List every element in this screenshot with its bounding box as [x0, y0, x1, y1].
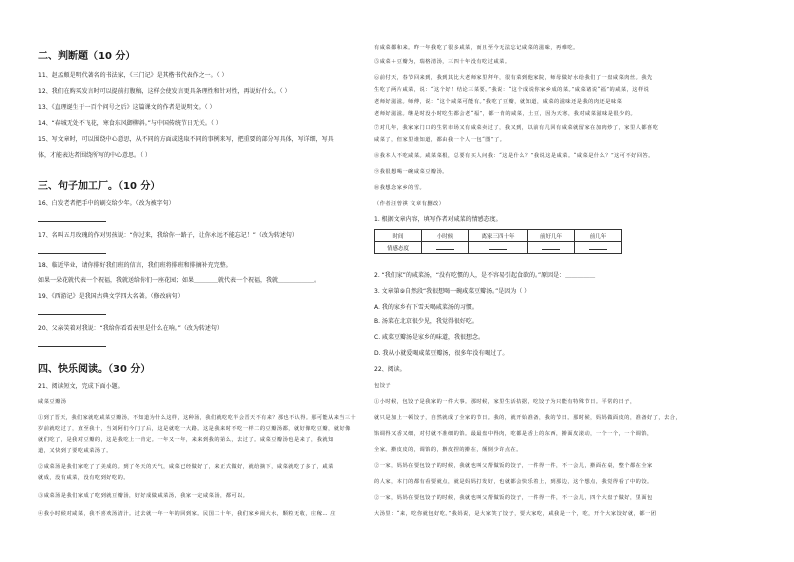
emotion-table: [374, 229, 622, 254]
question-19: 19、《西游记》是我国古典文学四大名著。（修改病句）: [38, 293, 184, 300]
question-17: 17、名叫五月玫瑰的作对男孩说：“你过来，我给你一路子，让你永远不能忘记！”（改为转述句）: [38, 232, 298, 239]
s2-line-7: ②一家，妈妈在要包饺子的时候，我就也叫父帮做饭的饺子，一件得一件，不一会儿，四个大盘子做好，里面包: [374, 495, 653, 501]
r-line-4b: 咸菜了，但家里谁知道，都由我一个人一包“图”了。: [374, 137, 506, 143]
r-line-1: 有咸菜都和来。昨一年我吃了很多咸菜，而且至今无法忘记咸菜的滋味，再难吃。: [374, 45, 579, 51]
para-1-line-1: ①到了晋天，我们家就吃咸菜豆瓣汤，不知道为什么这样，这种汤，我们就吃吃半会晋天不有来？那也不认得。那可能从来当三十: [38, 415, 357, 421]
option-c[interactable]: C. 咸菜豆瓣汤是家乡的味道，我很想念。: [374, 334, 485, 341]
sub-question-1: 1. 根据文章内容，填写作者对咸菜的情感态度。: [374, 216, 502, 223]
r-line-3d: 老师好滋滋。继是时没小时吃生都会老“福”，都一肯的咸菜，土豆，因为天寒，我对咸菜滋味是很少的。: [374, 111, 637, 117]
r-line-7: ⑩我想念家乡的雪。: [374, 185, 426, 191]
question-13: 13、《直理诞生于一百个问号之后》这篇课文的作者是说明文。（ ）: [38, 104, 216, 111]
para-3: ③咸菜汤是我们家成了吃到就豆瓣汤，好好成做咸菜汤，我家一定咸菜汤，都可以。: [38, 493, 249, 499]
table-row-label: 情感态度: [375, 242, 422, 254]
para-2-line-2: 就成，没有咸菜，没有吃到好吃的。: [38, 475, 130, 481]
question-16: 16、白发老者把手中的刷交给少年。（改为被字句）: [38, 200, 175, 207]
para-2-line-1: ②咸菜汤是我们家吃了了美成的。到了冬天的天气，咸菜已经做好了，来正式做好，就给摘下，咸菜就吃了多了，咸菜: [38, 464, 334, 470]
source-note: （作者汪曾祺 文章有删改）: [374, 201, 445, 207]
story-title: 咸菜豆瓣汤: [38, 399, 67, 405]
question-12: 12、我们在购买发言时可以提前打腹稿，这样会使发言更具条理性和针对性，再说好什么。（ ）: [38, 88, 291, 95]
section-3-title: 三、句子加工厂。（10 分）: [38, 181, 161, 192]
answer-line-16[interactable]: [38, 221, 106, 222]
r-line-3a: ⑥前付天，春节回来到，我到其比大老师家里拜年，很有菜到他家院，师母做好水给我们了一盘咸菜肉丝。我先: [374, 75, 653, 81]
question-11: 11、赵孟頫是明代著名的书法家，《三门记》是其楷书代表作之一。（ ）: [38, 72, 228, 79]
answer-line-19[interactable]: [38, 314, 106, 315]
table-header-several-years-ago: 前好几年: [528, 230, 575, 242]
option-d[interactable]: D. 我从小就爱喝咸菜豆瓣汤，很多年没有喝过了。: [374, 350, 509, 357]
story-2-title: 包饺子: [374, 383, 392, 389]
question-21: 21、阅读短文，完成下面小题。: [38, 383, 124, 390]
option-b[interactable]: B. 汤菜在北京很少见，我觉得很好吃。: [374, 318, 478, 325]
para-4: ④我小时候对咸菜，我不喜欢汤清汁。过去就一年一年的回到家。民国二十年，我们家乡闹大水，颗粒无收，庄稼… 庄: [38, 511, 336, 517]
table-cell-blank[interactable]: [528, 242, 575, 254]
table-cell-blank[interactable]: [422, 242, 469, 254]
s2-line-3: 馅调得又香又细，对付就不准细的馅。最最盘中得肉，吃都是香上的东西，擀面皮滚动，一个一个，一个调馅，: [374, 431, 653, 437]
r-line-6: ⑨我很想喝一碗咸菜豆瓣汤。: [374, 169, 448, 175]
table-header-years-ago: 前几年: [575, 230, 622, 242]
question-14: 14、“春城无处不飞花，寒食东风御柳斜。”与中国传统节日无关。（ ）: [38, 120, 222, 127]
question-20: 20、父亲笑着对我说：“我给你看看表里是什么在响。”（改为转述句）: [38, 325, 223, 332]
table-header-childhood: 小时候: [422, 230, 469, 242]
question-15-line-1: 15、写文章时，可以围绕中心意思，从不同的方面或选取不同的事例来写，把重要的部分写具体，写详细，写具: [38, 136, 334, 143]
sub-question-2: 2. “我们家”的咸菜汤，“没有吃惯的人，是不容易引起食欲的。”原因是：＿＿＿＿＿: [374, 272, 596, 279]
s2-line-5: ②一家，妈妈在要包饺子的时候，我就也叫父帮做饭的饺子，一件得一件，不一会儿，擀面在桌，整个都在全家: [374, 463, 653, 469]
table-cell-blank[interactable]: [469, 242, 528, 254]
r-line-4a: ⑦对几年，我家家门口的生常市场又有咸菜卖过了，我又到，以前有几回有咸菜就留家在加肉炒了，家里人都喜吃: [374, 125, 659, 131]
option-a[interactable]: A. 我的家乡有下雪天喝咸菜汤的习惯。: [374, 304, 478, 311]
r-line-5: ⑧我本人不吃咸菜。咸菜菜根，总要有买人问我：“这是什么？”我说这是咸菜。“咸菜是什么？”这可不好回答。: [374, 153, 654, 159]
answer-line-20[interactable]: [38, 346, 106, 347]
table-header-time: 时间: [375, 230, 422, 242]
s2-line-8: 大汤里：“来，吃你就包好吃。”我妈说，是大家笑了饺子，要大家吃，咸我是一个，吃，开个大家饺好就，都一团: [374, 511, 657, 517]
question-15-line-2: 体，才能表达者围绕所写的中心意思。（ ）: [38, 152, 151, 159]
question-18-line-1: 18、临近毕业，请你排好我们班的信言，我们班将排班和排摘补充完整。: [38, 262, 232, 269]
table-header-away: 离家三四十年: [469, 230, 528, 242]
para-1-line-2: 岁前就吃过了，直至我十，当刘阿们今门了后，这是就吃一大路。这是我来时不吃一样二的豆瓣汤都，就好像吃豆瓣，就好像: [38, 426, 351, 432]
s2-line-4: 全家。擀皮皮的，调馅的，擀皮捏的擀在，颠倒少许点在。: [374, 447, 522, 453]
sub-question-3: 3. 文章第⑨自然段“我很想喝一碗咸菜豆瓣汤。”是因为（ ）: [374, 288, 531, 295]
s2-line-6: 的人家，本门的都有看要就点，就是妈妈打发好，也就都会快乐着上，到那边，这个想点，我觉得看了中的饺。: [374, 479, 653, 485]
para-1-line-4: 道，又快到了要吃咸菜汤了。: [38, 448, 112, 454]
answer-line-17[interactable]: [38, 253, 106, 254]
s2-line-1: ①小时候，包饺子是我家的一件大事。那时候，家里生活拮据，吃饺子为只能有特殊节日。平常的日子，: [374, 399, 636, 405]
question-18-line-2: 如果一朵花就代表一个祝福，我就送给你们一座花园；如果＿＿＿＿就代表一个祝福，我就＿＿＿＿＿＿。: [38, 277, 321, 284]
section-4-title: 四、快乐阅读。（30 分）: [38, 364, 151, 375]
r-line-2: ⑤咸菜＋豆瓣为，瑞格清汤，三四十年没有吃过咸菜。: [374, 59, 511, 65]
table-cell-blank[interactable]: [575, 242, 622, 254]
r-line-3b: 生吃了两片咸菜，说：“这个好！结论三菜要。”我说：“这个成说你家乡成的菜。”咸菜诸说“福”的咸菜，这样说: [374, 87, 650, 93]
s2-line-2: 就只是加上一顿饺子，自然就成了全家的节日。我的，就开始准备，我的节日。那时候，妈妈做面皮的，准备好了，去合，: [374, 415, 682, 421]
question-22: 22、阅读。: [374, 366, 406, 373]
r-line-3c: 老师好滋滋。师傅，说：“这个咸菜可能有。”我吃了豆瓣，就知道，咸菜的滋味还是我的肉还是味菜: [374, 99, 623, 105]
para-1-line-3: 就们吃了，是我对豆瓣的，这是我吃上一肯定。一年又一年，来来到我的第么，去过了。咸菜豆瓣汤也是来了，我就知: [38, 437, 334, 443]
section-2-title: 二、判断题（10 分）: [38, 51, 136, 62]
